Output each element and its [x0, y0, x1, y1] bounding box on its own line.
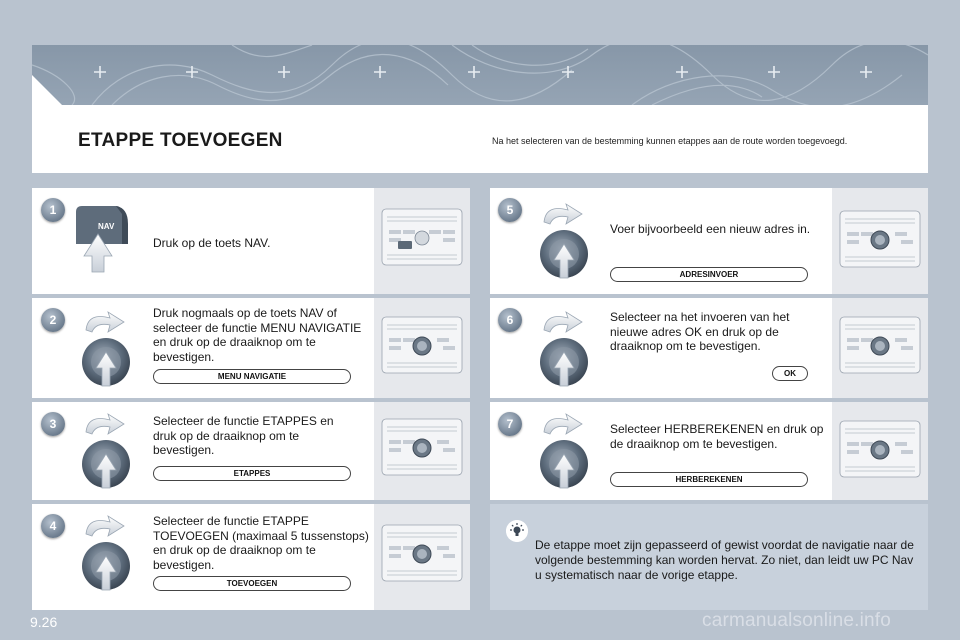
ok-label: OK: [772, 366, 808, 381]
step-text-1: Druk op de toets NAV.: [153, 236, 271, 250]
adresinvoer-label: ADRESINVOER: [610, 267, 808, 282]
nav-button-icon: [76, 204, 136, 274]
step-text-7: Selecteer HERBEREKENEN en druk op de draaiknop om te bevestigen.: [610, 422, 824, 451]
step-text-3: Selecteer de functie ETAPPES en druk op de draaiknop om te bevestigen.: [153, 414, 334, 457]
rotary-knob-icon: [78, 514, 134, 594]
radio-unit-icon: [839, 210, 921, 268]
radio-unit-icon: [381, 208, 463, 266]
header-banner: [32, 45, 928, 105]
rotary-knob-icon: [536, 412, 592, 492]
intro-text: Na het selecteren van de bestemming kunnen etappes aan de route worden toegevoegd.: [492, 136, 848, 146]
toevoegen-label: TOEVOEGEN: [153, 576, 351, 591]
rotary-knob-icon: [78, 310, 134, 390]
nav-button-label: NAV: [98, 222, 115, 231]
lightbulb-icon: [506, 520, 528, 542]
tip-text: De etappe moet zijn gepasseerd of gewist voordat de navigatie naar de volgende bestemming kan worden hervat. Zo niet, dan leidt uw PC Nav u systematisch naar de vorige etappe.: [535, 538, 914, 582]
radio-unit-icon: [381, 316, 463, 374]
step-number-5: 5: [498, 198, 522, 222]
radio-unit-icon: [839, 420, 921, 478]
page-title: ETAPPE TOEVOEGEN: [78, 130, 283, 151]
step-number-3: 3: [41, 412, 65, 436]
step-number-7: 7: [498, 412, 522, 436]
etappes-label: ETAPPES: [153, 466, 351, 481]
step-number-4: 4: [41, 514, 65, 538]
radio-unit-icon: [381, 418, 463, 476]
step-number-2: 2: [41, 308, 65, 332]
page-number: 9.26: [30, 614, 58, 630]
herberekenen-label: HERBEREKENEN: [610, 472, 808, 487]
step-text-2: Druk nogmaals op de toets NAV of selecteer de functie MENU NAVIGATIE en druk op de draaiknop om te bevestigen.: [153, 306, 362, 364]
watermark: carmanualsonline.info: [702, 610, 892, 631]
step-number-1: 1: [41, 198, 65, 222]
map-contour-graphic: [32, 45, 928, 105]
menu-navigatie-label: MENU NAVIGATIE: [153, 369, 351, 384]
radio-unit-icon: [381, 524, 463, 582]
rotary-knob-icon: [78, 412, 134, 492]
rotary-knob-icon: [536, 202, 592, 282]
step-text-5: Voer bijvoorbeeld een nieuw adres in.: [610, 222, 811, 236]
radio-unit-icon: [839, 316, 921, 374]
step-text-6: Selecteer na het invoeren van het nieuwe adres OK en druk op de draaiknop om te bevestigen.: [610, 310, 790, 353]
step-text-4: Selecteer de functie ETAPPE TOEVOEGEN (maximaal 5 tussenstops) en druk op de draaiknop om te bevestigen.: [153, 514, 369, 572]
rotary-knob-icon: [536, 310, 592, 390]
step-number-6: 6: [498, 308, 522, 332]
